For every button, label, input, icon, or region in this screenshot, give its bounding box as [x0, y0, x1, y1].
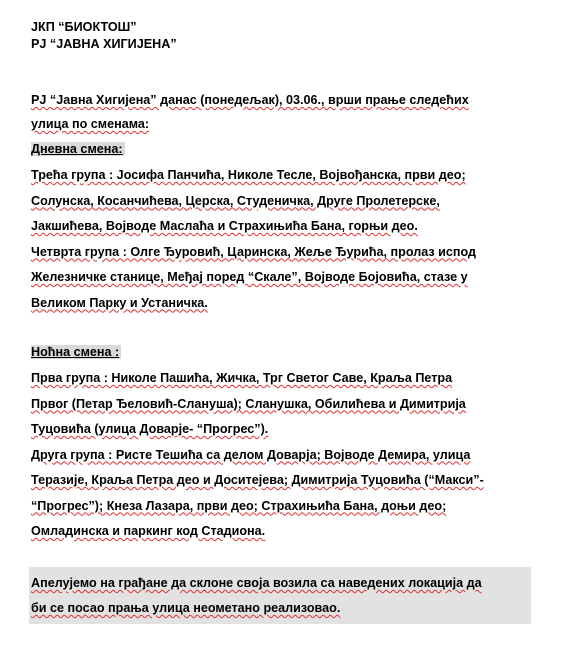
appeal-box [29, 567, 531, 624]
night-shift-line: Друга група : Ристе Тешића са делом Доварја; Војводе Демира, улица [31, 447, 471, 462]
day-shift-line: Железничке станице, Међај поред “Скале”, Војводе Бојовића, стазе у [31, 270, 468, 284]
intro-line-2: улица по сменама: [31, 117, 150, 131]
day-shift-line: Великом Парку и Устаничка. [31, 295, 208, 310]
appeal-text [31, 571, 482, 621]
intro-paragraph [31, 88, 531, 136]
day-shift-list [31, 163, 531, 316]
night-shift-line: Теразије, Краља Петра део и Доситејева; Димитрија Туцовића (“Макси”- [31, 473, 484, 487]
company-name: ЈКП “БИОКТОШ” [31, 20, 137, 34]
night-shift-heading: Ноћна смена : [31, 345, 120, 359]
night-shift-line: Туцовића (улица Доварје- “Прогрес”). [31, 422, 269, 436]
day-shift-heading: Дневна смена: [31, 142, 123, 156]
unit-name: РЈ “ЈАВНА ХИГИЈЕНА” [31, 37, 177, 51]
day-shift-line: Четврта група : Олге Ђуровић, Царинска, Жеље Ђурића, пролаз испод [31, 244, 476, 259]
night-shift-line: “Прогрес”); Кнеза Лазара, први део; Страхињића Бана, доњи део; [31, 498, 447, 513]
night-shift-heading-row [31, 342, 531, 362]
day-shift-line: Трећа група : Јосифа Панчића, Николе Тесле, Војвођанска, први део; [31, 168, 466, 182]
day-shift-heading-row [31, 139, 531, 159]
intro-line-1: РЈ “Јавна Хигијена” данас (понедељак), 03.06., врши прање следећих [31, 93, 469, 107]
night-shift-line: Прва група : Николе Пашића, Жичка, Трг Светог Саве, Краља Петра [31, 371, 453, 385]
appeal-line-2: би се посао прања улица неометано реализовао. [31, 601, 341, 615]
letterhead [31, 19, 531, 53]
appeal-line-1: Апелујемо на грађане да склоне своја возила са наведених локација да [31, 576, 482, 590]
day-shift-line: Солунска, Косанчићева, Церска, Студеничка, Друге Пролетерске, [31, 193, 440, 208]
night-shift-line: Омладинска и паркинг код Стадиона. [31, 524, 266, 538]
night-shift-list [31, 366, 531, 545]
day-shift-line: Јакшићева, Војводе Маслаћа и Страхињића Бана, горњи део. [31, 219, 418, 233]
night-shift-line: Првог (Петар Ђеловић-Сланушa); Сланушка, Обилићева и Димитрија [31, 396, 466, 411]
